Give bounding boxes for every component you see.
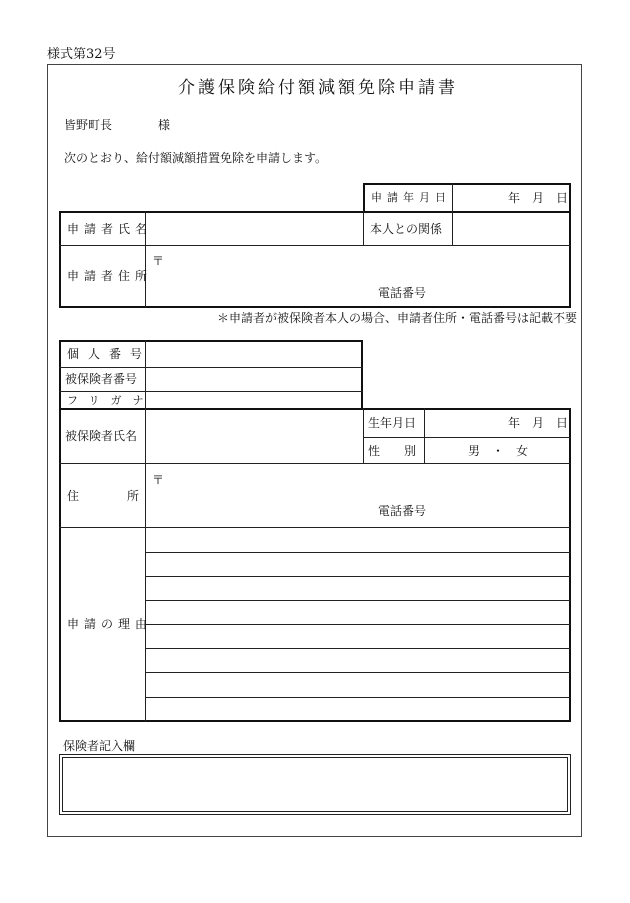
insured-name-label: 被保険者氏名 [65,429,138,443]
sex-selector[interactable]: 男 ・ 女 [468,444,529,458]
insured-name-field[interactable] [148,411,360,461]
divider [59,463,571,464]
divider [363,437,571,438]
furigana-label: フリガナ [67,394,155,407]
divider [59,367,363,368]
divider [59,245,571,246]
reason-field[interactable] [148,530,568,719]
insured-postal-mark: 〒 [152,473,165,487]
relation-field[interactable] [455,214,567,243]
divider [452,183,453,213]
divider [363,211,364,245]
intro-text: 次のとおり、給付額減額措置免除を申請します。 [64,151,328,165]
relation-label: 本人との関係 [370,222,443,236]
reason-label: 申請の理由 [67,617,153,631]
applicant-address-field[interactable] [148,248,568,305]
divider [145,408,146,722]
applicant-name-field[interactable] [148,214,360,243]
form-title: 介護保険給付額減額免除申請書 [178,78,458,98]
applicant-postal-mark: 〒 [152,254,165,268]
birth-date-label: 生年月日 [368,416,417,430]
applicant-phone-label: 電話番号 [378,286,427,300]
divider [59,527,571,528]
sex-label: 性 別 [368,444,423,458]
insured-number-label: 被保険者番号 [65,372,138,386]
birth-date-value[interactable]: 年 月 日 [508,416,569,430]
applicant-note: ＊申請者が被保険者本人の場合、申請者住所・電話番号は記載不要 [217,311,578,325]
insured-phone-label: 電話番号 [378,504,427,518]
divider [363,408,364,464]
divider [452,211,453,245]
addressee: 皆野町長 [64,118,113,132]
applicant-name-label: 申請者氏名 [67,222,153,236]
application-date-label: 申請年月日 [371,191,451,204]
furigana-field[interactable] [148,393,360,407]
insurer-section-label: 保険者記入欄 [63,739,136,753]
insured-number-field[interactable] [148,369,360,389]
form-number: 様式第32号 [47,47,116,62]
personal-number-field[interactable] [148,343,360,365]
applicant-address-label: 申請者住所 [67,269,153,283]
divider [424,408,425,464]
insured-address-label: 住 所 [67,489,143,503]
addressee-honorific: 様 [158,118,171,132]
application-date-value[interactable]: 年 月 日 [508,191,569,205]
divider [59,391,363,392]
insured-address-field[interactable] [148,466,568,525]
insurer-box-inner[interactable] [62,757,568,812]
personal-number-label: 個人番号 [67,347,152,361]
